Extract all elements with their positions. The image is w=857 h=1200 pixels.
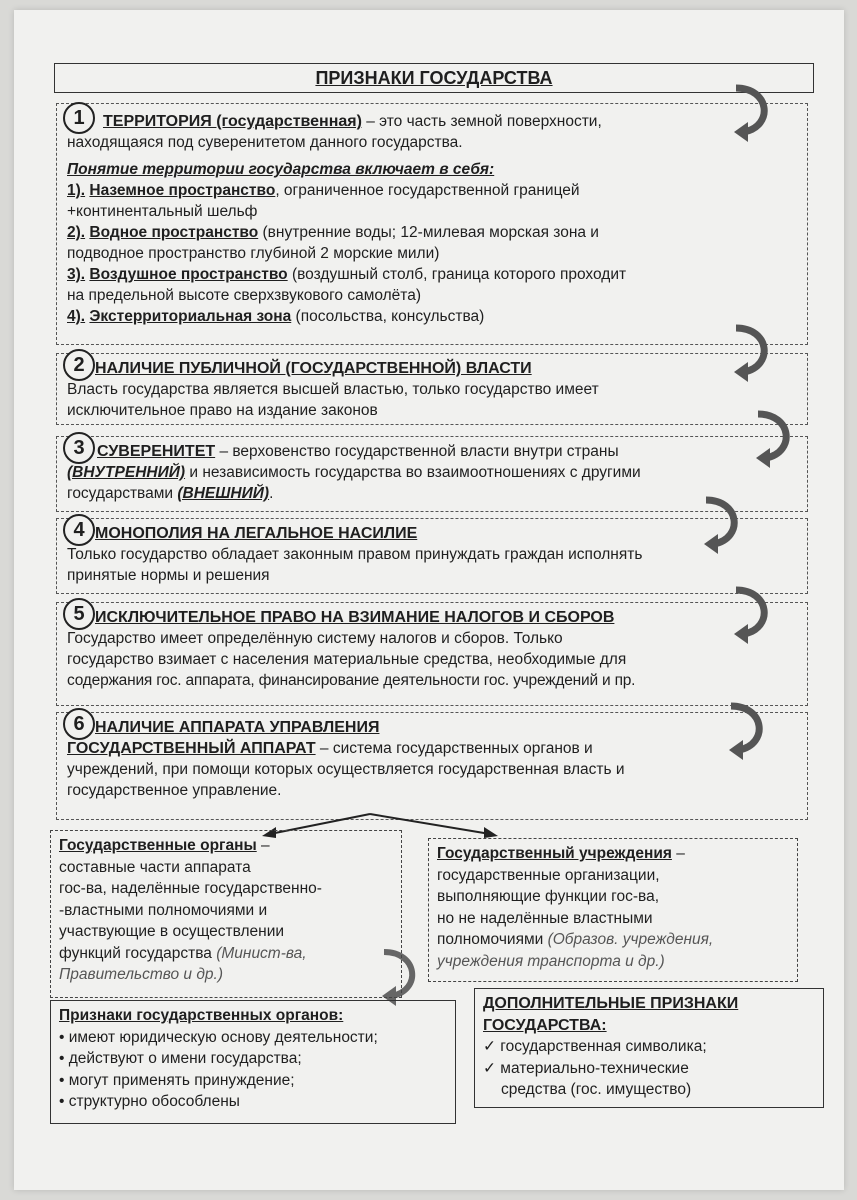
- organs-dash: –: [256, 837, 270, 854]
- curved-arrow-icon: [730, 82, 776, 142]
- organs-heading: Государственные органы: [59, 837, 257, 854]
- organs-example: Правительство и др.): [59, 966, 224, 983]
- section-public-power: [56, 353, 808, 425]
- organs-line: -властными полномочиями и: [59, 901, 268, 919]
- taxes-text-3: содержания гос. аппарата, финансирование деятельности гос. учреждений и пр.: [67, 672, 636, 689]
- extra-feature-item: ✓ государственная символика;: [483, 1038, 707, 1055]
- organ-feature-item: • имеют юридическую основу деятельности;: [59, 1028, 378, 1046]
- violence-text-1: Только государство обладает законным правом принуждать граждан исполнять: [67, 546, 643, 563]
- extra-feature-item: ✓ материально-технические: [483, 1059, 689, 1077]
- item3-text: (воздушный столб, граница которого проходит: [287, 266, 627, 283]
- organs-line: гос-ва, наделённые государственно-: [59, 880, 322, 897]
- taxes-text-2: государство взимает с населения материальные средства, необходимые для: [67, 651, 627, 668]
- sovereignty-heading: СУВЕРЕНИТЕТ: [97, 443, 216, 460]
- item2-number: 2).: [67, 224, 86, 241]
- item2-heading: Водное пространство: [89, 224, 259, 241]
- violence-text-2: принятые нормы и решения: [67, 567, 270, 584]
- institutions-line: полномочиями: [437, 931, 548, 948]
- taxes-heading: ИСКЛЮЧИТЕЛЬНОЕ ПРАВО НА ВЗИМАНИЕ НАЛОГОВ И СБОРОВ: [95, 609, 615, 626]
- organ-features-box: [50, 1000, 456, 1124]
- item4-text: (посольства, консульства): [291, 308, 485, 325]
- territory-text-b: находящаяся под суверенитетом данного государства.: [67, 134, 463, 151]
- territory-heading: ТЕРРИТОРИЯ (государственная): [103, 113, 362, 130]
- curved-arrow-icon: [752, 408, 798, 468]
- section-apparatus: [56, 712, 808, 820]
- taxes-text-1: Государство имеет определённую систему налогов и сборов. Только: [67, 630, 563, 647]
- institutions-example: учреждения транспорта и др.): [437, 952, 665, 970]
- page-title: ПРИЗНАКИ ГОСУДАРСТВА: [54, 63, 814, 93]
- section-number-5: 5: [63, 598, 95, 630]
- curved-arrow-icon: [700, 494, 746, 554]
- section-sovereignty: [56, 436, 808, 512]
- sovereignty-inner: (ВНУТРЕННИЙ): [67, 464, 186, 481]
- extra-heading-1: ДОПОЛНИТЕЛЬНЫЕ ПРИЗНАКИ: [483, 995, 739, 1012]
- section-number-4: 4: [63, 514, 95, 546]
- government-institutions-box: [428, 838, 798, 982]
- section-number-6: 6: [63, 708, 95, 740]
- organ-feature-item: • могут применять принуждение;: [59, 1071, 295, 1089]
- item3-heading: Воздушное пространство: [89, 266, 288, 283]
- organs-line: участвующие в осуществлении: [59, 923, 285, 940]
- item1-heading: Наземное пространство: [89, 182, 276, 199]
- extra-feature-item: средства (гос. имущество): [501, 1081, 692, 1098]
- organs-line: функций государства: [59, 944, 217, 962]
- sovereignty-text-a: – верховенство государственной власти внутри страны: [215, 443, 619, 460]
- section-number-3: 3: [63, 432, 95, 464]
- public-power-text-1: Власть государства является высшей властью, только государство имеет: [67, 381, 599, 398]
- curved-arrow-icon: [730, 322, 776, 382]
- territory-text-a: – это часть земной поверхности,: [361, 113, 602, 130]
- section-taxes: [56, 602, 808, 706]
- curved-arrow-icon: [725, 700, 771, 760]
- section-violence-monopoly: [56, 518, 808, 594]
- sovereignty-outer: (ВНЕШНИЙ): [177, 485, 270, 502]
- violence-heading: МОНОПОЛИЯ НА ЛЕГАЛЬНОЕ НАСИЛИЕ: [95, 525, 418, 542]
- section-territory: [56, 103, 808, 345]
- public-power-text-2: исключительное право на издание законов: [67, 402, 378, 419]
- item1-number: 1).: [67, 182, 86, 199]
- organs-line: составные части аппарата: [59, 858, 251, 876]
- institutions-line: но не наделённые властными: [437, 909, 653, 927]
- sovereignty-text-b: и независимость государства во взаимоотношениях с другими: [185, 464, 641, 481]
- item2-text-b: подводное пространство глубиной 2 морские мили): [67, 245, 440, 262]
- item2-text: (внутренние воды; 12-милевая морская зона и: [258, 224, 599, 241]
- apparatus-text-3: государственное управление.: [67, 782, 282, 799]
- item1-text-b: +континентальный шельф: [67, 203, 258, 220]
- organ-features-heading: Признаки государственных органов:: [59, 1007, 344, 1024]
- organ-feature-item: • структурно обособлены: [59, 1093, 240, 1110]
- organs-example: (Минист-ва,: [216, 944, 307, 962]
- extra-heading-2: ГОСУДАРСТВА:: [483, 1016, 607, 1034]
- government-organs-box: [50, 830, 402, 998]
- item1-text: , ограниченное государственной границей: [275, 182, 580, 199]
- apparatus-heading: НАЛИЧИЕ АППАРАТА УПРАВЛЕНИЯ: [95, 719, 380, 736]
- institutions-line: государственные организации,: [437, 866, 660, 884]
- institutions-example: (Образов. учреждения,: [547, 931, 714, 948]
- institutions-heading: Государственный учреждения: [437, 845, 672, 862]
- section-number-2: 2: [63, 349, 95, 381]
- item3-number: 3).: [67, 266, 86, 283]
- item4-heading: Экстерриториальная зона: [89, 308, 292, 325]
- extra-features-box: [474, 988, 824, 1108]
- public-power-heading: НАЛИЧИЕ ПУБЛИЧНОЙ (ГОСУДАРСТВЕННОЙ) ВЛАСТИ: [95, 360, 532, 377]
- sovereignty-dot: .: [269, 485, 274, 502]
- institutions-dash: –: [671, 845, 685, 862]
- apparatus-text-2: учреждений, при помощи которых осуществляется государственная власть и: [67, 761, 625, 778]
- sovereignty-text-c: государствами: [67, 485, 178, 502]
- apparatus-subheading: ГОСУДАРСТВЕННЫЙ АППАРАТ: [67, 740, 316, 757]
- organ-feature-item: • действуют о имени государства;: [59, 1050, 302, 1067]
- item4-number: 4).: [67, 308, 86, 325]
- institutions-line: выполняющие функции гос-ва,: [437, 888, 660, 905]
- section-number-1: 1: [63, 102, 95, 134]
- territory-concept: Понятие территории государства включает в себя:: [67, 161, 495, 178]
- item3-text-b: на предельной высоте сверхзвукового самолёта): [67, 287, 422, 304]
- curved-arrow-icon: [730, 584, 776, 644]
- apparatus-text-a: – система государственных органов и: [315, 740, 593, 757]
